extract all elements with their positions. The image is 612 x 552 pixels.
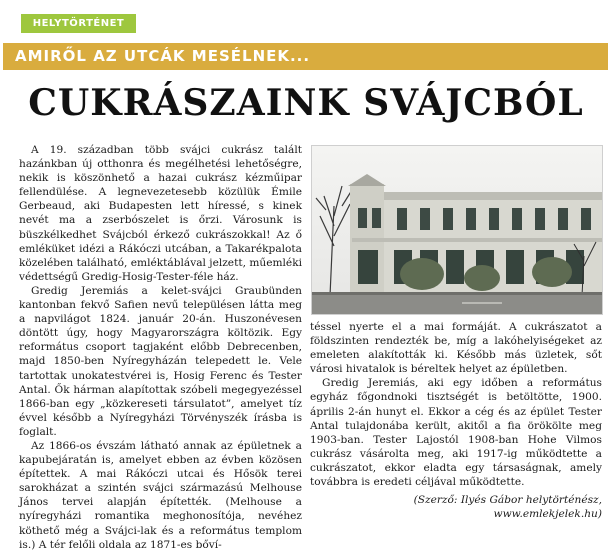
paragraph: A 19. században több svájci cukrász talált hazánkban új otthonra és megélhetési lehetőségre, nekik is köszönhető a hazai cukrász kézműipar fellendülése. A legnevezetesebb közülük Émile Gerbeaud, aki Budapesten lett híressé, s kinek nevét ma a zserbószelet is őrzi. Városunk is büszkélkedhet Svájcból érkező cukrászokkal! Az ő emléküket idézi a Rákóczi utcában, a Takarékpalota közelében található, emléktáblával jelzett, műemléki védettségű Gredig-Hosig-Tester-féle ház. <box>19 144 302 283</box>
author-credit <box>310 493 602 521</box>
paragraph: Gredig Jeremiás, aki egy időben a református egyház főgondnoki tisztségét is betöltötte, 1900. április 2-án hunyt el. Ekkor a cég és az épület Tester Antal tulajdonába került, akitől a fia örökölte meg 1903-ban. Tester Lajostól 1908-ban Hohe Vilmos cukrász vásárolta meg, aki 1917-ig működtette a cukrászatot, ekkor eladta egy társaságnak, amely továbbra is eredeti céljával működtette. <box>310 377 602 489</box>
right-column <box>310 320 602 489</box>
left-column <box>19 143 302 552</box>
paragraph: Gredig Jeremiás a kelet-svájci Graubünden kantonban fekvő Safien nevű településen látta meg a napvilágot 1824. január 20-án. Huszonévesen döntött úgy, hogy Magyarországra költözik. Egy református csoport tagjaként előbb Debrecenben, majd 1850-ben Nyíregyházán telepedett le. Vele tartottak unokatestvérei is, Hosig Ferenc és Tester Antal. Ők hárman alapítottak szóbeli megegyezéssel 1866-ban egy „közkereseti társulatot”, amelyet tíz évvel később a Nyíregyházi Törvényszék írásba is foglalt. <box>19 284 302 438</box>
paragraph: téssel nyerte el a mai formáját. A cukrászatot a földszinten rendezték be, míg a lakóhelyiségeket az emeleten alakították ki. Később más üzletek, sőt városi hivatalok is béreltek helyet az épületben. <box>310 321 602 376</box>
article-headline: CUKRÁSZAINK SVÁJCBÓL <box>28 82 584 124</box>
category-tag: HELYTÖRTÉNET <box>21 14 136 33</box>
paragraph: Az 1866-os évszám látható annak az épületnek a kapubejáratán is, amelyet ebben az évben közösen építettek. A mai Rákóczi utcai és Hősök terei sarokházat a szintén svájci származású Melhouse János tervei alapján építették. (Melhouse a nyíregyházi romantika meghonosítója, nevéhez köthető még a Svájci-lak és a református templom is.) A tér felőli oldala az 1871-es bőví- <box>19 439 302 551</box>
credit-author: (Szerző: Ilyés Gábor helytörténész, <box>413 494 602 506</box>
building-photo <box>311 145 603 315</box>
series-title: AMIRŐL AZ UTCÁK MESÉLNEK... <box>3 43 608 70</box>
credit-website: www.emlekjelek.hu) <box>493 508 602 521</box>
